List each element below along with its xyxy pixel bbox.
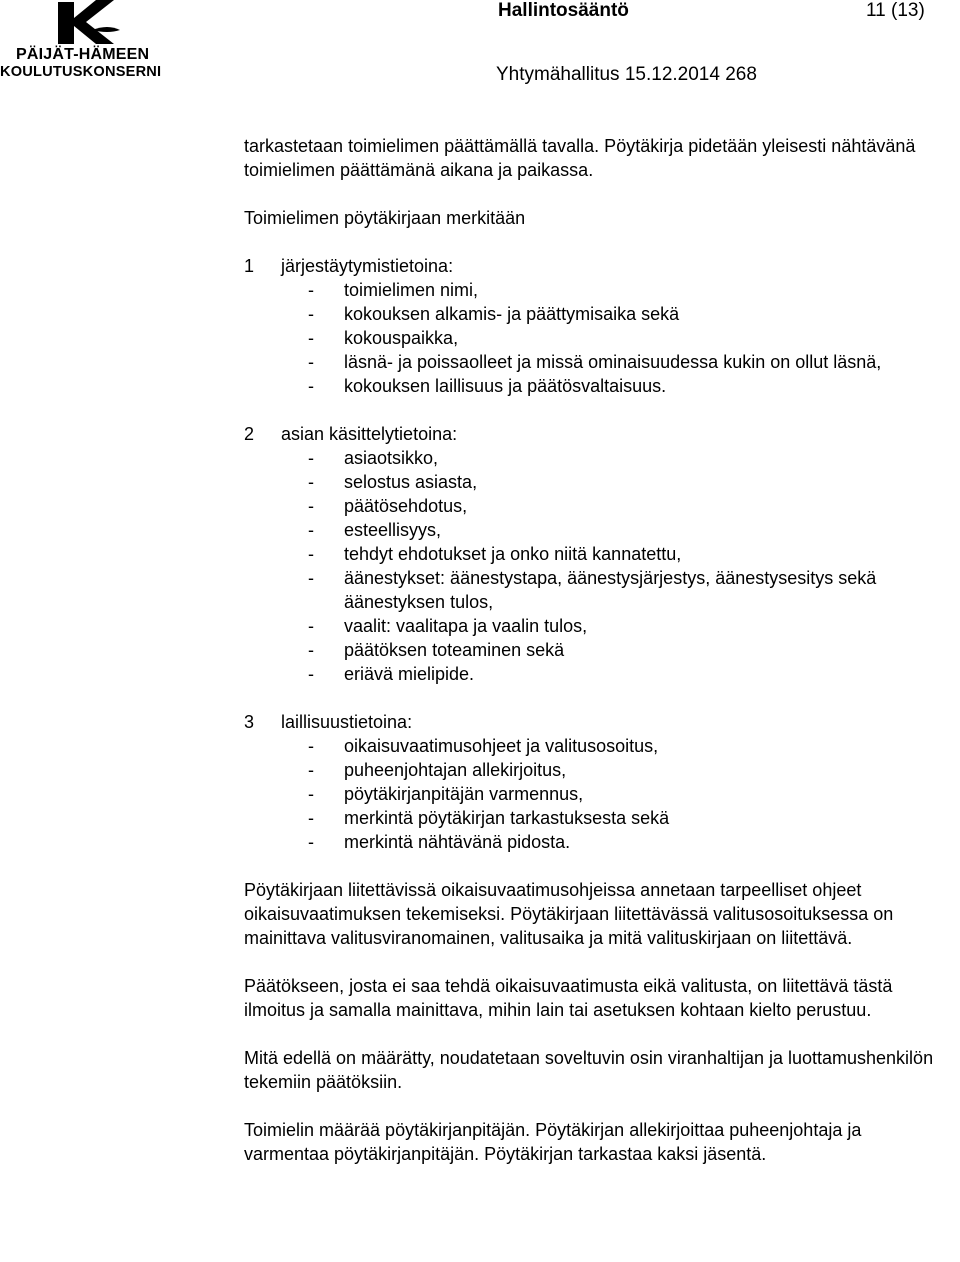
- section-heading: [244, 422, 934, 446]
- section-title: asian käsittelytietoina:: [281, 424, 458, 444]
- list-item-text: asiaotsikko,: [344, 448, 439, 468]
- dash-marker: -: [308, 784, 314, 804]
- dash-marker: -: [308, 544, 314, 564]
- list-item-text: kokouksen alkamis- ja päättymisaika sekä: [344, 304, 680, 324]
- list-item: [244, 638, 934, 662]
- section-number: 2: [244, 424, 255, 444]
- page-number: 11 (13): [866, 0, 925, 21]
- logo-text-line2: KOULUTUSKONSERNI: [0, 64, 162, 80]
- list-item: [244, 350, 934, 374]
- list-item-text: selostus asiasta,: [344, 472, 478, 492]
- closing-paragraphs: [244, 878, 934, 1166]
- document-body: [244, 134, 934, 1166]
- list-item: [244, 782, 934, 806]
- list-item-text: kokouspaikka,: [344, 328, 459, 348]
- section-title: laillisuustietoina:: [281, 712, 413, 732]
- list-item-text: äänestykset: äänestystapa, äänestysjärjestys, äänestysesitys sekä äänestyksen tulos,: [344, 568, 877, 612]
- list-item-text: merkintä pöytäkirjan tarkastuksesta sekä: [344, 808, 670, 828]
- list-item: [244, 494, 934, 518]
- logo-text-line1: PÄIJÄT-HÄMEEN: [16, 46, 150, 63]
- dash-marker: -: [308, 808, 314, 828]
- dash-marker: -: [308, 640, 314, 660]
- list-item: [244, 278, 934, 302]
- section-number: 3: [244, 712, 255, 732]
- dash-marker: -: [308, 520, 314, 540]
- dash-marker: -: [308, 304, 314, 324]
- dash-marker: -: [308, 376, 314, 396]
- section-item-list: [244, 734, 934, 854]
- dash-marker: -: [308, 832, 314, 852]
- dash-marker: -: [308, 568, 314, 588]
- dash-marker: -: [308, 328, 314, 348]
- list-item: [244, 566, 934, 614]
- dash-marker: -: [308, 472, 314, 492]
- lead-paragraph: Toimielimen pöytäkirjaan merkitään: [244, 208, 526, 228]
- list-item: [244, 830, 934, 854]
- body-paragraph: Toimielin määrää pöytäkirjanpitäjän. Pöytäkirjan allekirjoittaa puheenjohtaja ja varmentaa pöytäkirjanpitäjän. Pöytäkirjan tarkastaa kaksi jäsentä.: [244, 1120, 862, 1164]
- list-item: [244, 734, 934, 758]
- list-item: [244, 302, 934, 326]
- organization-logo: [0, 0, 180, 82]
- list-item: [244, 542, 934, 566]
- section-1: [244, 254, 934, 398]
- dash-marker: -: [308, 736, 314, 756]
- dash-marker: -: [308, 352, 314, 372]
- list-item-text: oikaisuvaatimusohjeet ja valitusosoitus,: [344, 736, 659, 756]
- section-heading: [244, 254, 934, 278]
- numbered-sections: [244, 254, 934, 854]
- list-item-text: esteellisyys,: [344, 520, 442, 540]
- list-item-text: puheenjohtajan allekirjoitus,: [344, 760, 567, 780]
- section-item-list: [244, 446, 934, 686]
- list-item-text: eriävä mielipide.: [344, 664, 475, 684]
- section-item-list: [244, 278, 934, 398]
- list-item-text: toimielimen nimi,: [344, 280, 479, 300]
- document-meta: Yhtymähallitus 15.12.2014 268: [496, 64, 757, 85]
- section-title: järjestäytymistietoina:: [281, 256, 454, 276]
- section-3: [244, 710, 934, 854]
- body-paragraph: Päätökseen, josta ei saa tehdä oikaisuvaatimusta eikä valitusta, on liitettävä tästä ilmoitus ja samalla mainittava, mihin lain tai asetuksen kohtaan kielto perustuu.: [244, 976, 893, 1020]
- list-item-text: pöytäkirjanpitäjän varmennus,: [344, 784, 584, 804]
- section-2: [244, 422, 934, 686]
- dash-marker: -: [308, 760, 314, 780]
- list-item: [244, 326, 934, 350]
- dash-marker: -: [308, 496, 314, 516]
- list-item: [244, 806, 934, 830]
- dash-marker: -: [308, 280, 314, 300]
- list-item-text: merkintä nähtävänä pidosta.: [344, 832, 571, 852]
- list-item-text: vaalit: vaalitapa ja vaalin tulos,: [344, 616, 588, 636]
- document-title: Hallintosääntö: [498, 0, 629, 21]
- intro-paragraph: tarkastetaan toimielimen päättämällä tavalla. Pöytäkirja pidetään yleisesti nähtävänä toimielimen päättämänä aikana ja paikassa.: [244, 136, 916, 180]
- list-item: [244, 758, 934, 782]
- section-number: 1: [244, 256, 255, 276]
- list-item: [244, 614, 934, 638]
- dash-marker: -: [308, 448, 314, 468]
- list-item: [244, 446, 934, 470]
- list-item-text: tehdyt ehdotukset ja onko niitä kannatettu,: [344, 544, 682, 564]
- list-item: [244, 470, 934, 494]
- list-item-text: päätösehdotus,: [344, 496, 468, 516]
- list-item-text: kokouksen laillisuus ja päätösvaltaisuus.: [344, 376, 667, 396]
- list-item: [244, 518, 934, 542]
- body-paragraph: Mitä edellä on määrätty, noudatetaan soveltuvin osin viranhaltijan ja luottamushenkilön tekemiin päätöksiin.: [244, 1048, 934, 1092]
- section-heading: [244, 710, 934, 734]
- list-item-text: päätöksen toteaminen sekä: [344, 640, 565, 660]
- list-item: [244, 662, 934, 686]
- list-item: [244, 374, 934, 398]
- k-logo-icon: [52, 0, 122, 46]
- body-paragraph: Pöytäkirjaan liitettävissä oikaisuvaatimusohjeissa annetaan tarpeelliset ohjeet oikaisuvaatimuksen tekemiseksi. Pöytäkirjaan liitettävässä valitusosoituksessa on mainittava valitusviranomainen, valitusaika ja mitä valituskirjaan on liitettävä.: [244, 880, 894, 948]
- dash-marker: -: [308, 616, 314, 636]
- list-item-text: läsnä- ja poissaolleet ja missä ominaisuudessa kukin on ollut läsnä,: [344, 352, 882, 372]
- dash-marker: -: [308, 664, 314, 684]
